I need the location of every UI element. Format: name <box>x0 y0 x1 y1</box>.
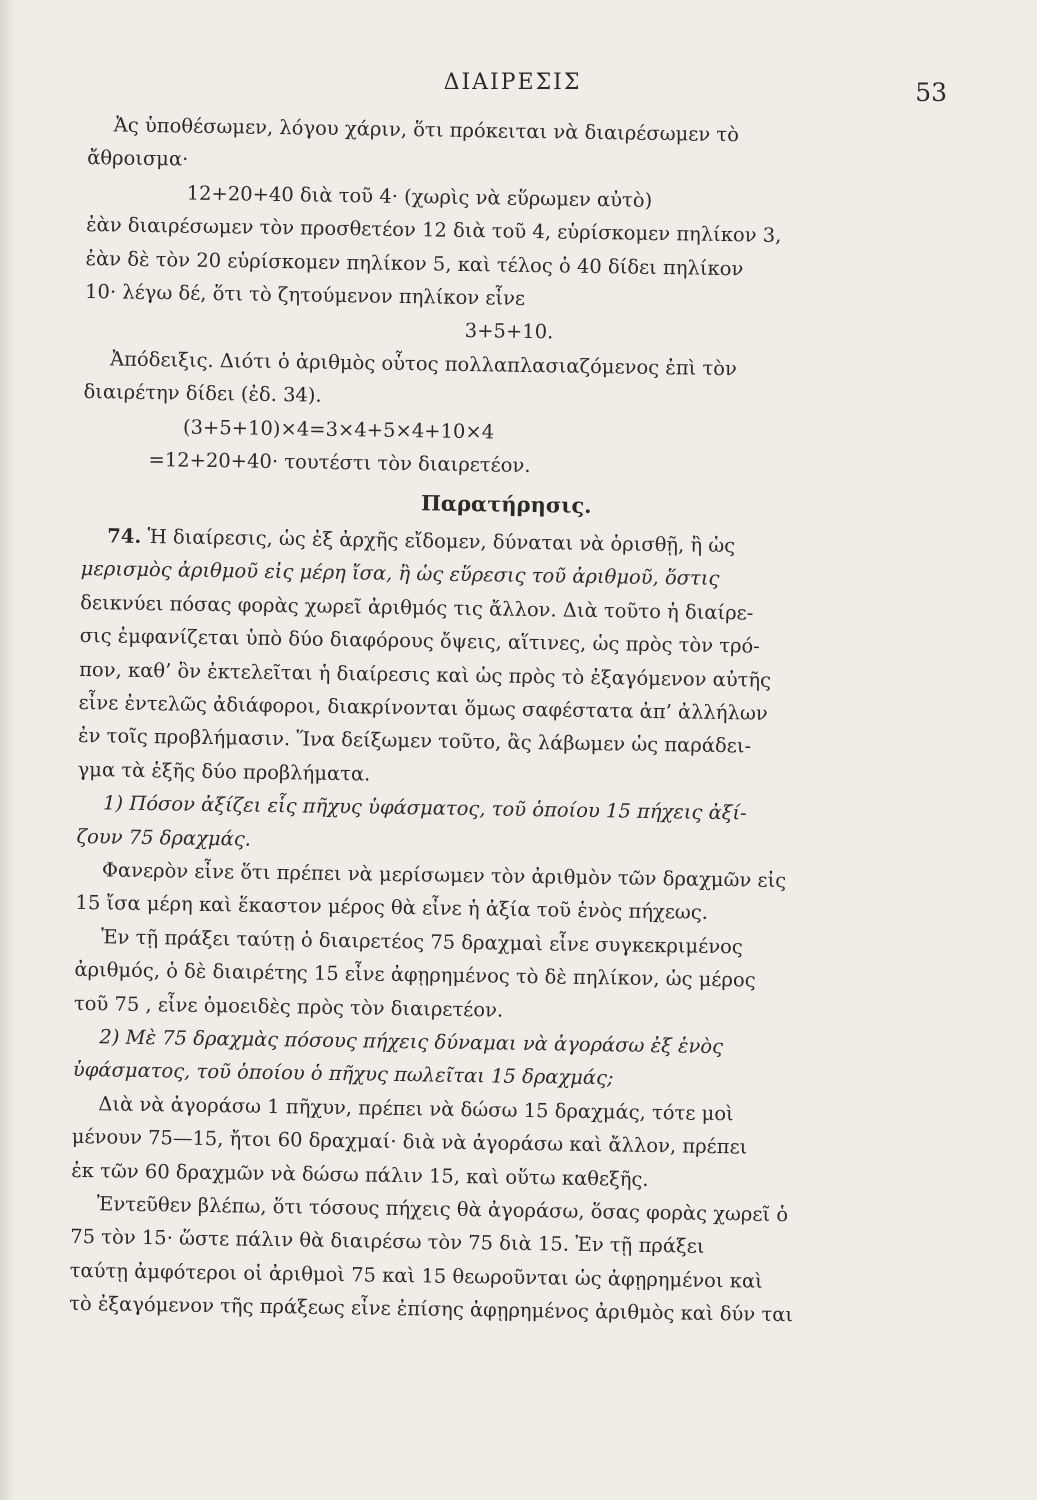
running-title: ΔΙΑΙΡΕΣΙΣ <box>443 70 582 95</box>
line-text: Φανερὸν εἶνε ὅτι πρέπει νὰ μερίσωμεν τὸν ἀριθμὸν τῶν δραχμῶν εἰς <box>101 858 787 892</box>
line-text: τοῦ 75 , εἶνε ὁμοειδὲς πρὸς τὸν διαιρετέον. <box>73 991 504 1022</box>
line-text: (3+5+10)×4=3×4+5×4+10×4 <box>182 415 495 444</box>
line-text: ἄθροισμα· <box>87 146 189 171</box>
line-text: Ἐν τῇ πράξει ταύτῃ ὁ διαιρετέος 75 δραχμαὶ εἶνε συγκεκριμένος <box>100 925 744 959</box>
line-text: 10· λέγω δέ, ὅτι τὸ ζητούμενον πηλίκον εἶνε <box>84 280 526 310</box>
line-text: Παρατήρησις. <box>420 490 592 519</box>
line-text: Ἀς ὑποθέσωμεν, λόγου χάριν, ὅτι πρόκειται νὰ διαιρέσωμεν τὸ <box>113 113 740 147</box>
line-text: πον, καθ’ ὃν ἐκτελεῖται ἡ διαίρεσις καὶ ὡς πρὸς τὸ ἐξαγόμενον αὐτῆς <box>79 657 772 692</box>
line-text: ζουν 75 δραχμάς. <box>76 824 252 851</box>
line-text: ἐκ τῶν 60 δραχμῶν νὰ δώσω πάλιν 15, καὶ οὕτω καθεξῆς. <box>71 1158 649 1191</box>
line-text: εἶνε ἐντελῶς ἀδιάφοροι, διακρίνονται ὅμως σαφέστατα ἀπ’ ἀλλήλων <box>78 690 768 725</box>
page-number: 53 <box>915 78 947 107</box>
line-text: Ἡ διαίρεσις, ὡς ἐξ ἀρχῆς εἴδομεν, δύναται νὰ ὁρισθῇ, ἢ ὡς <box>147 524 736 558</box>
line-text: ὑφάσματος, τοῦ ὁποίου ὁ πῆχυς πωλεῖται 15 δραχμάς; <box>72 1058 614 1090</box>
line-text: 15 ἴσα μέρη καὶ ἕκαστον μέρος θὰ εἶνε ἡ ἀξία τοῦ ἑνὸς πήχεως. <box>75 891 709 925</box>
paragraph-number: 74. <box>107 524 142 548</box>
line-text: διαιρέτην δίδει (ἐδ. 34). <box>83 380 322 407</box>
line-text: σις ἐμφανίζεται ὑπὸ δύο διαφόρους ὄψεις, αἵτινες, ὡς πρὸς τὸν τρό- <box>79 624 761 658</box>
line-text: 75 τὸν 15· ὥστε πάλιν θὰ διαιρέσω τὸν 75 διὰ 15. Ἐν τῇ πράξει <box>70 1225 705 1259</box>
running-head <box>88 58 947 108</box>
line-text: τὸ ἐξαγόμενον τῆς πράξεως εἶνε ἐπίσης ἀφῃρημένος ἀριθμὸς καὶ δύν ται <box>69 1292 794 1327</box>
line-text: ἀριθμός, ὁ δὲ διαιρέτης 15 εἶνε ἀφῃρημένος τὸ δὲ πηλίκον, ὡς μέρος <box>74 958 756 992</box>
line-text: 3+5+10. <box>464 319 554 344</box>
page-text <box>69 108 937 1334</box>
line-text: =12+20+40· τουτέστι τὸν διαιρετέον. <box>148 448 531 478</box>
line-text: Ἀπόδειξις. Διότι ὁ ἀριθμὸς οὗτος πολλαπλασιαζόμενος ἐπὶ τὸν <box>109 347 738 381</box>
page-gutter-shadow <box>0 0 14 1500</box>
line-text: ταύτῃ ἀμφότεροι οἱ ἀριθμοὶ 75 καὶ 15 θεωροῦνται ὡς ἀφῃρημένοι καὶ <box>69 1258 763 1293</box>
line-text: μένουν 75—15, ἤτοι 60 δραχμαί· διὰ νὰ ἀγοράσω καὶ ἄλλον, πρέπει <box>71 1125 748 1159</box>
line-text: γμα τὰ ἑξῆς δύο προβλήματα. <box>77 757 371 786</box>
line-text: ἐὰν δὲ τὸν 20 εὑρίσκομεν πηλίκον 5, καὶ τέλος ὁ 40 δίδει πηλίκον <box>85 246 744 280</box>
line-text: Διὰ νὰ ἀγοράσω 1 πῆχυν, πρέπει νὰ δώσω 15 δραχμάς, τότε μοὶ <box>98 1092 734 1126</box>
line-text: 2) Μὲ 75 δραχμὰς πόσους πήχεις δύναμαι νὰ ἀγοράσω ἐξ ἑνὸς <box>99 1025 724 1059</box>
line-text: 1) Πόσον ἀξίζει εἷς πῆχυς ὑφάσματος, τοῦ ὁποίου 15 πήχεις ἀξί- <box>102 791 747 825</box>
line-text: ἐν τοῖς προβλήμασιν. Ἵνα δείξωμεν τοῦτο, ἂς λάβωμεν ὡς παράδει- <box>77 724 752 758</box>
line-text: δεικνύει πόσας φορὰς χωρεῖ ἀριθμός τις ἄλλον. Διὰ τοῦτο ἡ διαίρε- <box>80 590 754 625</box>
line-text: 12+20+40 διὰ τοῦ 4· (χωρὶς νὰ εὕρωμεν αὐτὸ) <box>186 181 653 212</box>
line-text: Ἐντεῦθεν βλέπω, ὅτι τόσους πήχεις θὰ ἀγοράσω, ὅσας φορὰς χωρεῖ ὁ <box>96 1192 789 1227</box>
line-text: μερισμὸς ἀριθμοῦ εἰς μέρη ἴσα, ἢ ὡς εὕρεσις τοῦ ἀριθμοῦ, ὅστις <box>80 557 720 591</box>
line-text: ἐὰν διαιρέσωμεν τὸν προσθετέον 12 διὰ τοῦ 4, εὑρίσκομεν πηλίκον 3, <box>85 213 782 248</box>
